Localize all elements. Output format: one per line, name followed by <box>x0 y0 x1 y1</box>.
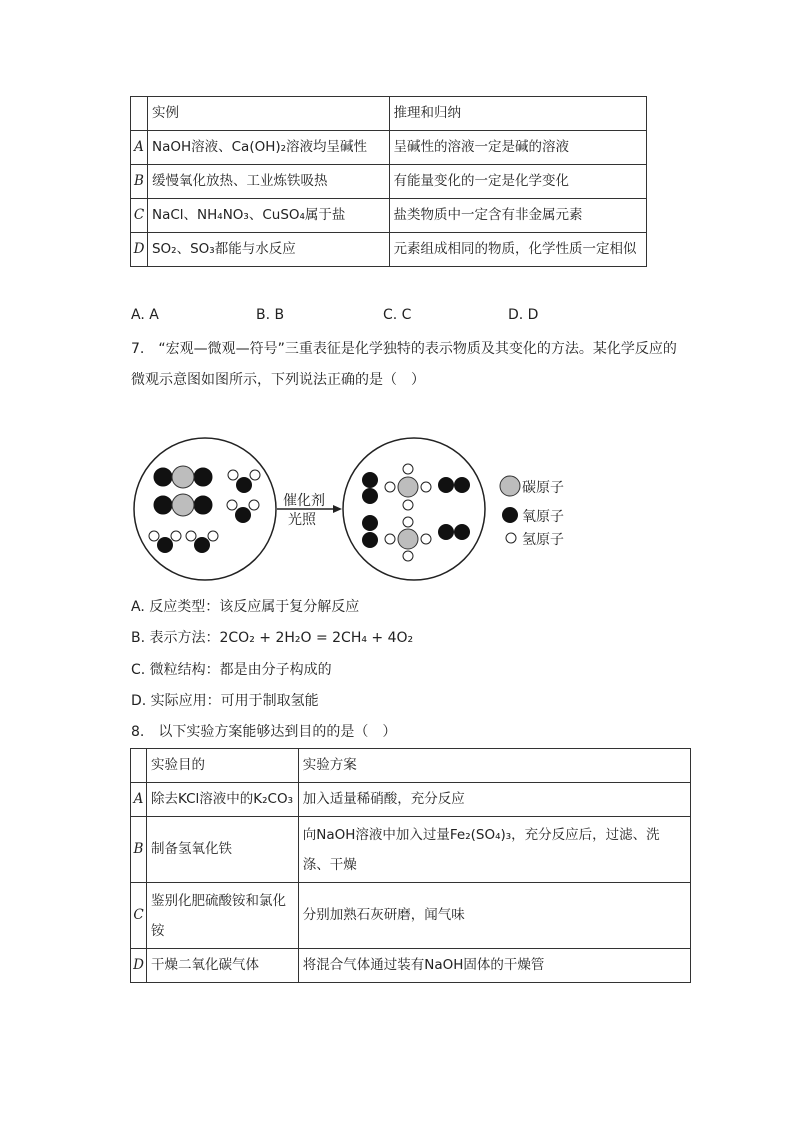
oxygen-atom <box>454 524 470 540</box>
row-label: A <box>131 783 147 817</box>
goal-cell: 干燥二氧化碳气体 <box>146 949 298 983</box>
oxygen-atom <box>194 468 212 486</box>
reasoning-cell: 呈碱性的溶液一定是碱的溶液 <box>389 131 646 165</box>
table-row <box>131 883 691 949</box>
carbon-atom <box>398 477 418 497</box>
hydrogen-atom <box>149 531 159 541</box>
header-cell: 推理和归纳 <box>389 97 646 131</box>
oxygen-atom <box>438 524 454 540</box>
catalyst-label: 催化剂 <box>283 493 325 509</box>
carbon-atom <box>172 494 194 516</box>
condition-label: 光照 <box>288 512 316 528</box>
oxygen-atom <box>362 532 378 548</box>
row-label: A <box>131 131 148 165</box>
hydrogen-atom <box>249 500 259 510</box>
legend-oxygen: 氧原子 <box>522 509 564 525</box>
oxygen-atom <box>362 472 378 488</box>
plan-cell: 加入适量稀硝酸，充分反应 <box>298 783 690 817</box>
legend-oxygen-symbol <box>502 507 518 523</box>
hydrogen-atom <box>403 551 413 561</box>
reaction-diagram <box>120 430 590 590</box>
table-row <box>131 199 647 233</box>
option-b[interactable]: B. B <box>256 307 285 323</box>
hydrogen-atom <box>403 517 413 527</box>
plan-cell: 将混合气体通过装有NaOH固体的干燥管 <box>298 949 690 983</box>
reasoning-cell: 元素组成相同的物质，化学性质一定相似 <box>389 233 646 267</box>
hydrogen-atom <box>385 482 395 492</box>
oxygen-atom <box>194 496 212 514</box>
hydrogen-atom <box>385 534 395 544</box>
option-d[interactable]: D. D <box>508 307 539 323</box>
oxygen-atom <box>157 537 173 553</box>
q7-option-a[interactable]: A. 反应类型：该反应属于复分解反应 <box>131 599 360 615</box>
example-cell: SO₂、SO₃都能与水反应 <box>147 233 389 267</box>
q7-option-d[interactable]: D. 实际应用：可用于制取氢能 <box>131 693 319 709</box>
reasoning-cell: 盐类物质中一定含有非金属元素 <box>389 199 646 233</box>
oxygen-atom <box>454 477 470 493</box>
oxygen-atom <box>194 537 210 553</box>
header-cell: 实验目的 <box>146 749 298 783</box>
header-cell: 实例 <box>147 97 389 131</box>
row-label: C <box>131 883 147 949</box>
table-row <box>131 131 647 165</box>
oxygen-atom <box>438 477 454 493</box>
hydrogen-atom <box>171 531 181 541</box>
plan-cell: 向NaOH溶液中加入过量Fe₂(SO₄)₃，充分反应后，过滤、洗涤、干燥 <box>298 817 690 883</box>
legend-hydrogen-symbol <box>506 533 516 543</box>
hydrogen-atom <box>227 500 237 510</box>
row-label: D <box>131 233 148 267</box>
arrow-head <box>333 505 342 513</box>
plan-cell: 分别加熟石灰研磨，闻气味 <box>298 883 690 949</box>
legend-hydrogen: 氢原子 <box>522 532 564 548</box>
table-row <box>131 817 691 883</box>
row-label: B <box>131 165 148 199</box>
hydrogen-atom <box>421 482 431 492</box>
example-cell: NaOH溶液、Ca(OH)₂溶液均呈碱性 <box>147 131 389 165</box>
oxygen-atom <box>154 468 172 486</box>
oxygen-atom <box>154 496 172 514</box>
option-a[interactable]: A. A <box>131 307 159 323</box>
oxygen-atom <box>235 507 251 523</box>
oxygen-atom <box>362 515 378 531</box>
table-header-row <box>131 97 647 131</box>
q7-stem-line1: 7. “宏观—微观—符号”三重表征是化学独特的表示物质及其变化的方法。某化学反应的 <box>131 341 677 357</box>
header-cell <box>131 97 148 131</box>
header-cell <box>131 749 147 783</box>
products-circle <box>343 438 485 580</box>
hydrogen-atom <box>250 470 260 480</box>
q8-stem: 8. 以下实验方案能够达到目的的是（ ） <box>131 724 397 740</box>
example-cell: NaCl、NH₄NO₃、CuSO₄属于盐 <box>147 199 389 233</box>
table-row <box>131 165 647 199</box>
q8-table <box>130 748 691 983</box>
hydrogen-atom <box>208 531 218 541</box>
hydrogen-atom <box>403 500 413 510</box>
row-label: C <box>131 199 148 233</box>
q7-option-c[interactable]: C. 微粒结构：都是由分子构成的 <box>131 662 332 678</box>
option-c[interactable]: C. C <box>383 307 412 323</box>
table-row <box>131 949 691 983</box>
hydrogen-atom <box>186 531 196 541</box>
q7-option-b[interactable]: B. 表示方法：2CO₂ + 2H₂O = 2CH₄ + 4O₂ <box>131 630 414 646</box>
oxygen-atom <box>236 477 252 493</box>
hydrogen-atom <box>421 534 431 544</box>
hydrogen-atom <box>403 464 413 474</box>
table-row <box>131 233 647 267</box>
hydrogen-atom <box>228 470 238 480</box>
reasoning-cell: 有能量变化的一定是化学变化 <box>389 165 646 199</box>
q7-stem-line2: 微观示意图如图所示，下列说法正确的是（ ） <box>131 372 425 388</box>
example-cell: 缓慢氧化放热、工业炼铁吸热 <box>147 165 389 199</box>
carbon-atom <box>172 466 194 488</box>
goal-cell: 制备氢氧化铁 <box>146 817 298 883</box>
legend-carbon: 碳原子 <box>522 480 564 496</box>
goal-cell: 鉴别化肥硫酸铵和氯化铵 <box>146 883 298 949</box>
table-row <box>131 783 691 817</box>
q6-table <box>130 96 647 267</box>
oxygen-atom <box>362 488 378 504</box>
row-label: B <box>131 817 147 883</box>
table-header-row <box>131 749 691 783</box>
row-label: D <box>131 949 147 983</box>
legend-carbon-symbol <box>500 476 520 496</box>
header-cell: 实验方案 <box>298 749 690 783</box>
goal-cell: 除去KCl溶液中的K₂CO₃ <box>146 783 298 817</box>
carbon-atom <box>398 529 418 549</box>
